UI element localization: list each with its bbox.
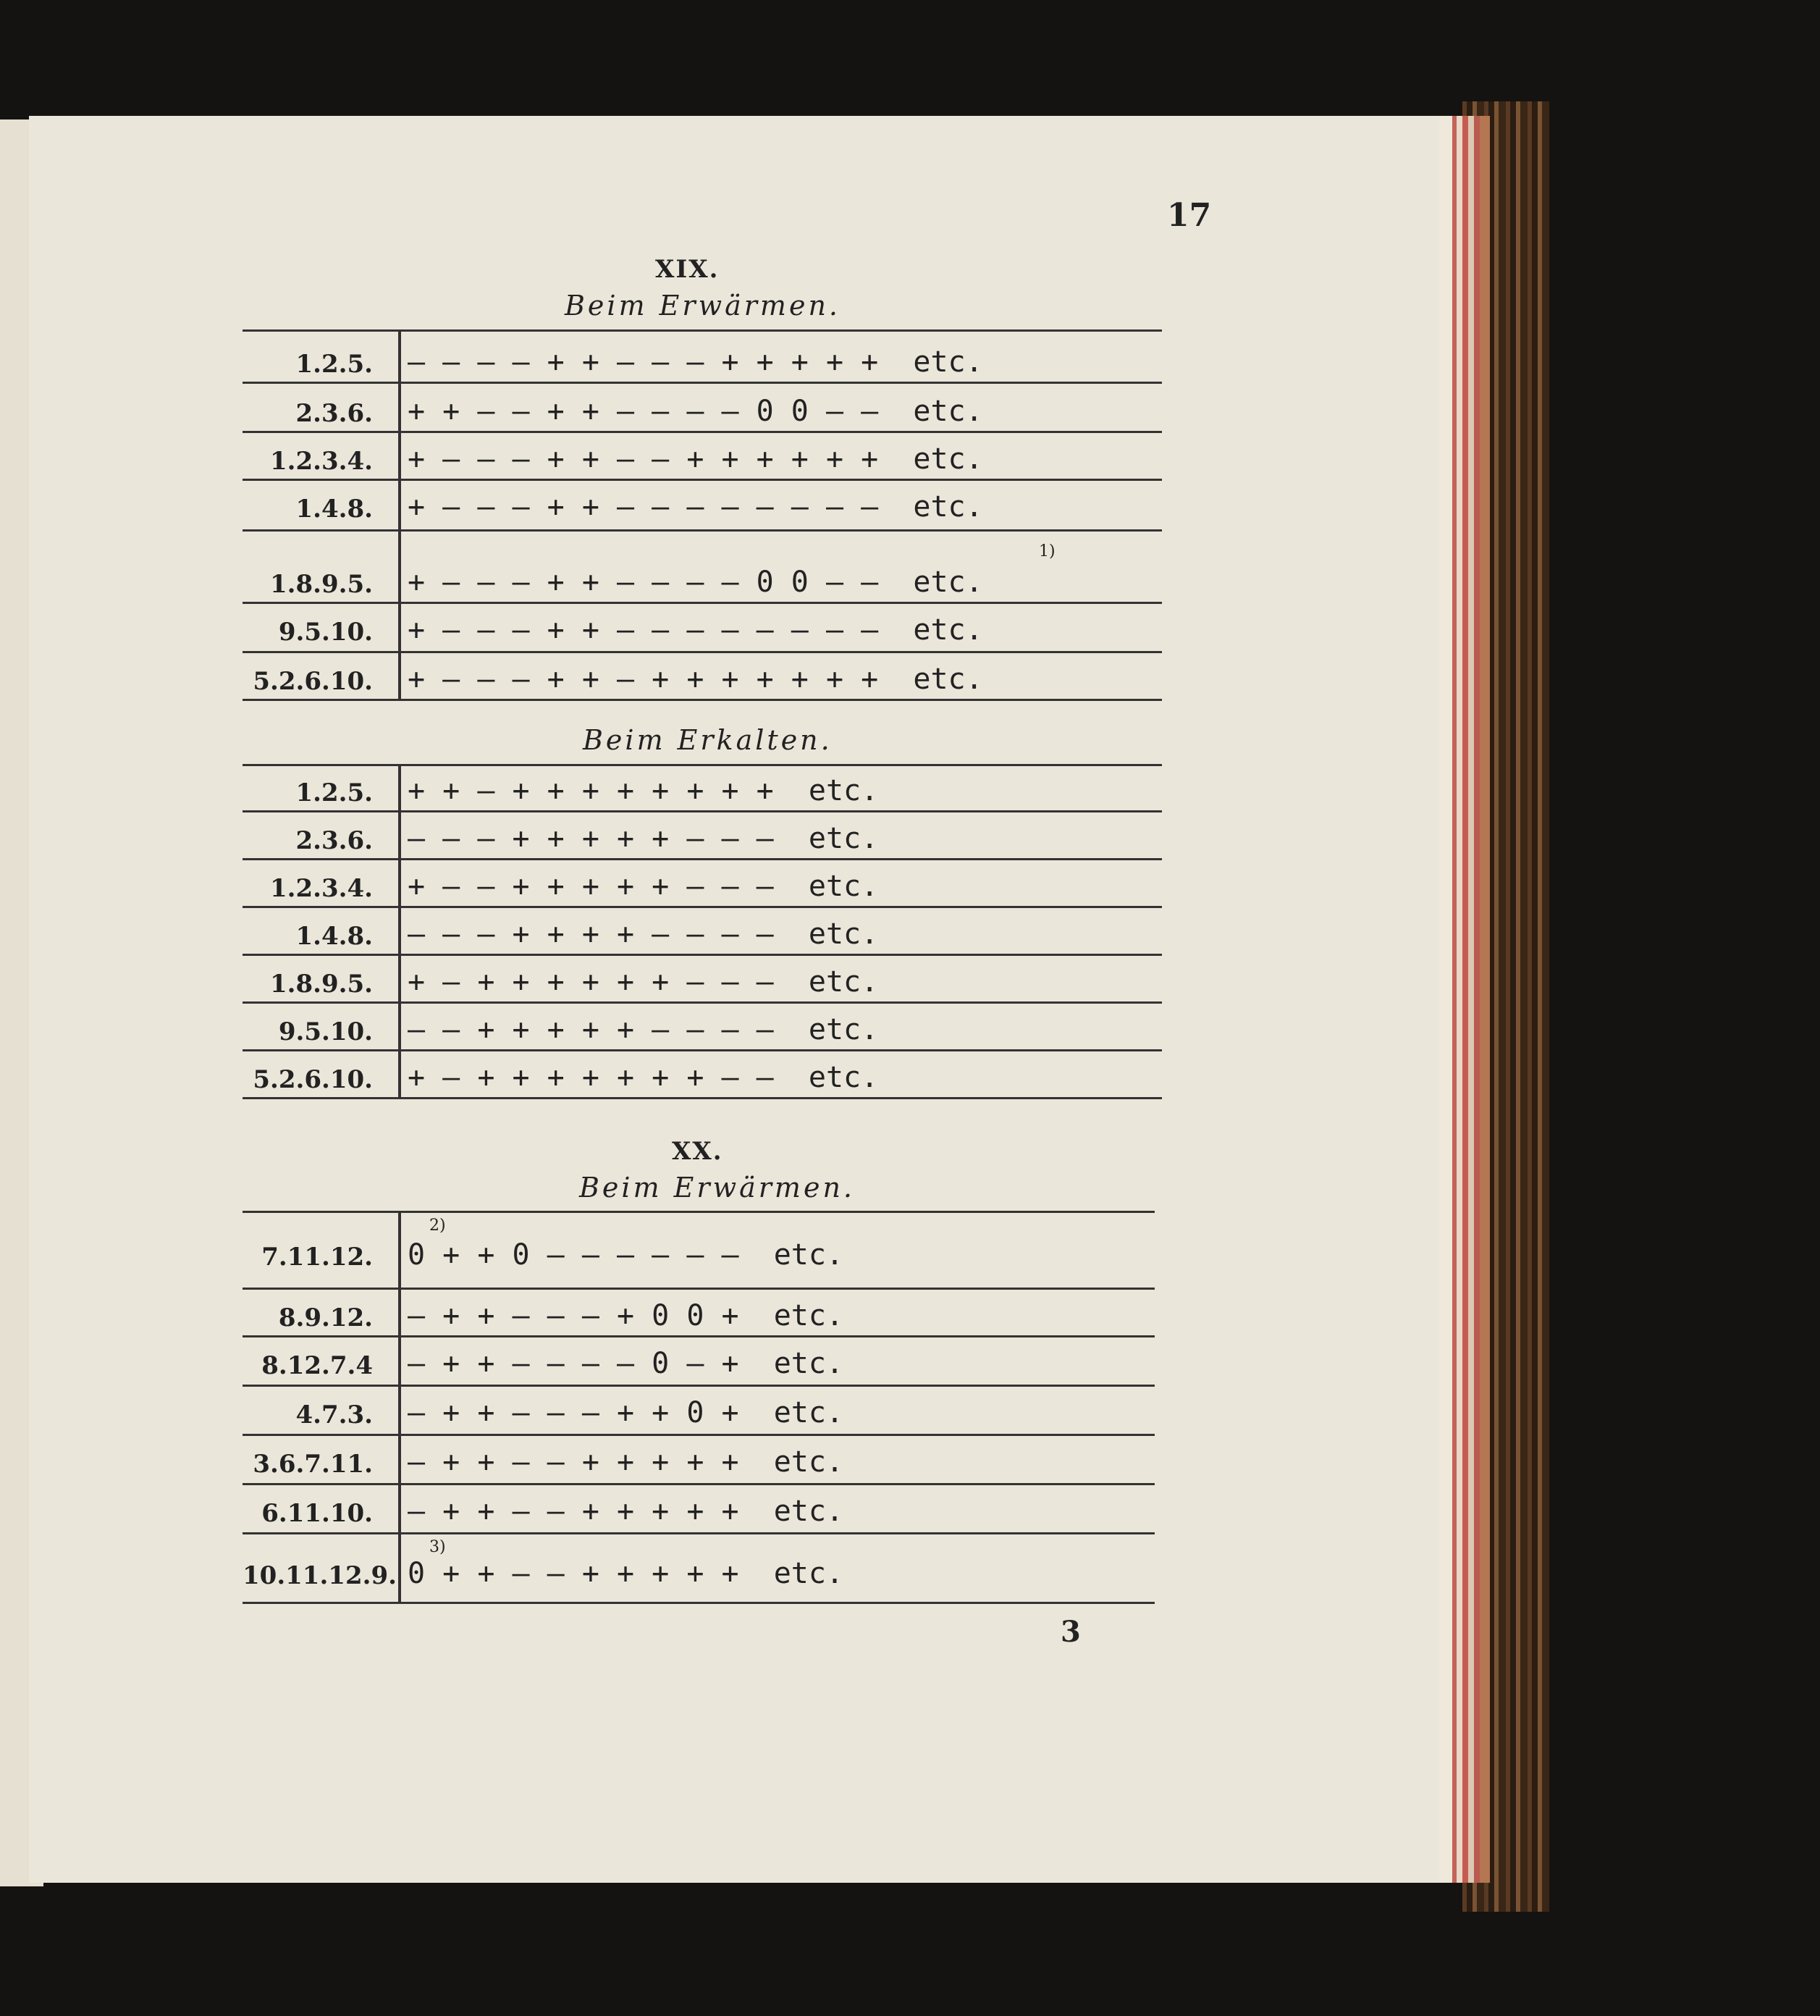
row-signs: 0 + + 0 — — — — — — etc. [408,1238,844,1272]
row-label: 3.6.7.11. [253,1450,373,1479]
row-label: 6.11.10. [261,1499,373,1528]
row-signs: — — + + + + + — — — — etc. [408,1013,879,1046]
page-number: 17 [1167,197,1212,234]
row-label: 1.8.9.5. [270,570,373,599]
row-label: 1.2.5. [295,350,373,379]
row-signs: 0 + + — — + + + + + etc. [408,1557,844,1590]
subheading-warming-2: Beim Erwärmen. [579,1172,856,1204]
section-heading-xx: XX. [672,1137,723,1166]
row-signs: — + + — — — — 0 — + etc. [408,1347,844,1380]
row-signs: + — — — + + — — + + + + + + etc. [408,442,983,476]
row-label: 1.2.3.4. [270,874,373,903]
row-label: 1.4.8. [295,495,373,524]
row-signs: + — — — + + — + + + + + + + etc. [408,663,983,696]
row-label: 1.2.3.4. [270,447,373,476]
row-label: 8.12.7.4 [261,1351,373,1380]
row-label: 9.5.10. [278,618,373,647]
row-label: 8.9.12. [278,1303,373,1332]
row-signs: + + — — + + — — — — 0 0 — — etc. [408,395,983,428]
signature-mark: 3 [1061,1615,1081,1649]
row-label: 5.2.6.10. [253,667,373,696]
row-signs: — + + — — + + + + + etc. [408,1445,844,1479]
row-label: 2.3.6. [295,399,373,428]
row-signs: + — — — + + — — — — 0 0 — — etc. [408,566,983,599]
row-signs: — + + — — — + + 0 + etc. [408,1396,844,1429]
row-label: 1.4.8. [295,922,373,951]
row-signs: — — — — + + — — — + + + + + etc. [408,345,983,379]
row-label: 5.2.6.10. [253,1065,373,1094]
row-label: 10.11.12.9. [243,1561,397,1590]
subheading-warming-1: Beim Erwärmen. [565,290,841,322]
row-signs: + + — + + + + + + + + etc. [408,774,879,807]
footnote-marker: 1) [1039,542,1056,560]
row-label: 1.8.9.5. [270,970,373,999]
row-signs: + — — — + + — — — — — — — — etc. [408,490,983,524]
footnote-marker: 3) [429,1538,446,1556]
subheading-cooling: Beim Erkalten. [583,724,833,756]
page-stack-edge [1439,116,1490,1883]
section-heading-xix: XIX. [655,255,720,284]
row-label: 7.11.12. [261,1243,373,1272]
row-signs: — + + — — + + + + + etc. [408,1495,844,1528]
row-label: 4.7.3. [295,1400,373,1429]
row-label: 1.2.5. [295,778,373,807]
row-signs: — — — + + + + + — — — etc. [408,822,879,855]
row-signs: + — + + + + + + + — — etc. [408,1061,879,1094]
row-signs: + — — — + + — — — — — — — — etc. [408,613,983,647]
row-signs: — — — + + + + — — — — etc. [408,917,879,951]
row-label: 2.3.6. [295,826,373,855]
row-signs: + — + + + + + + — — — etc. [408,965,879,999]
footnote-marker: 2) [429,1217,446,1235]
row-signs: — + + — — — + 0 0 + etc. [408,1299,844,1332]
row-signs: + — — + + + + + — — — etc. [408,870,879,903]
row-label: 9.5.10. [278,1017,373,1046]
book-page [29,116,1441,1883]
